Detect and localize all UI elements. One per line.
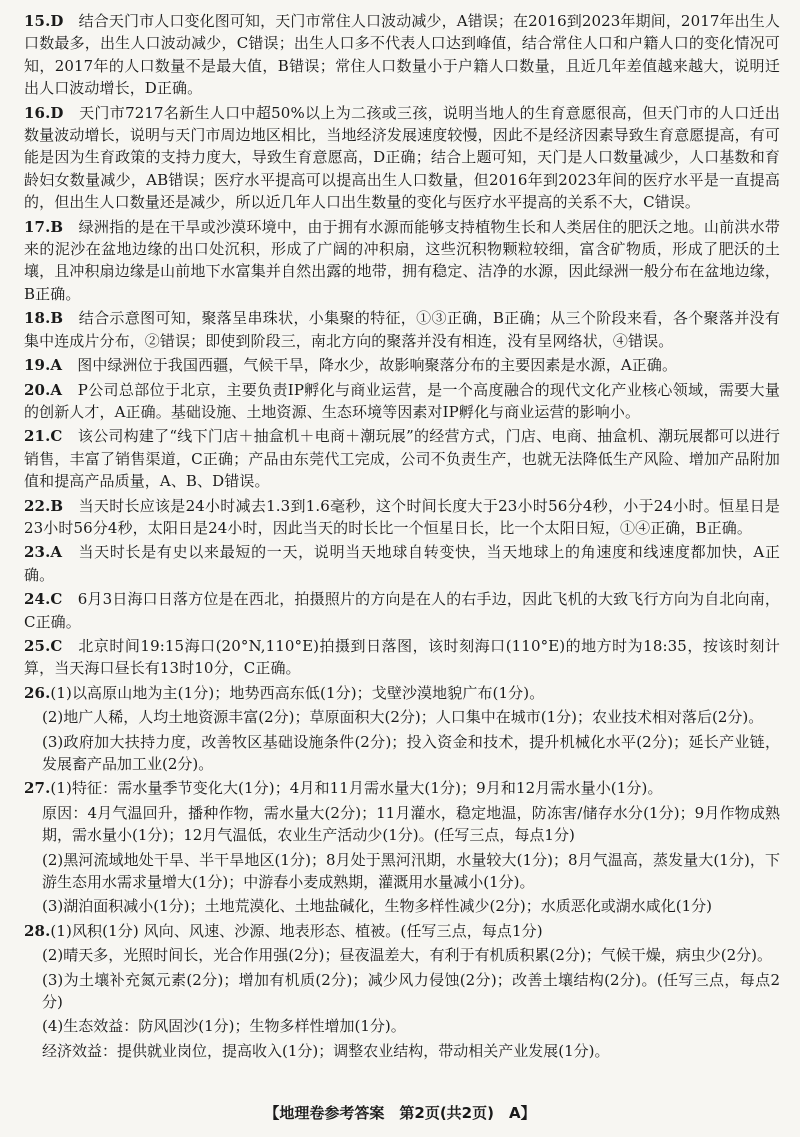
answer-number: 18.B: [24, 309, 64, 328]
answer-number: 24.C: [24, 590, 63, 609]
answer-number: 21.C: [24, 427, 63, 446]
answer-text: 当天时长应该是24小时减去1.3到1.6毫秒，这个时间长度大于23小时56分4秒，小于24小时。恒星日是23小时56分4秒，太阳日是24小时，因此当天的时长比一个恒星日长，比一个太阳日短，①④正确，B正确。: [24, 496, 780, 537]
answer-number: 25.C: [24, 636, 63, 655]
q26-part-1: [24, 682, 780, 704]
question-number: 28.: [24, 921, 51, 940]
answer-number: 20.A: [24, 380, 63, 399]
q27-part-1: [24, 777, 780, 799]
q28-part-3: (3)为土壤补充氮元素(2分)；增加有机质(2分)；减少风力侵蚀(2分)；改善土壤结构(2分)。(任写三点，每点2分): [42, 970, 780, 1012]
q27-part-2: (2)黑河流域地处干旱、半干旱地区(1分)；8月处于黑河汛期，水量较大(1分)；8月气温高，蒸发量大(1分)，下游生态用水需求量增大(1分)；中游春小麦成熟期，灌溉用水量减小(1分)。: [42, 850, 780, 892]
answer-15: [24, 10, 780, 100]
answer-21: [24, 425, 780, 492]
answer-24: [24, 588, 780, 633]
answer-25: [24, 635, 780, 680]
answer-text: 当天时长是有史以来最短的一天，说明当天地球自转变快，当天地球上的角速度和线速度都加快，A正确。: [24, 543, 780, 584]
q26-part-2: (2)地广人稀，人均土地资源丰富(2分)；草原面积大(2分)；人口集中在城市(1分)；农业技术相对落后(2分)。: [42, 708, 764, 727]
q27-part-1-reason: 原因：4月气温回升，播种作物，需水量大(2分)；11月灌水，稳定地温，防冻害/储存水分(1分)；9月作物成熟期，需水量小(1分)；12月气温低，农业生产活动少(1分)。(任写三点，每点1分): [42, 803, 780, 845]
q28-part-4: (4)生态效益：防风固沙(1分)；生物多样性增加(1分)。: [42, 1017, 406, 1036]
answer-22: [24, 495, 780, 540]
q28-part-4-economic: 经济效益：提供就业岗位，提高收入(1分)；调整农业结构，带动相关产业发展(1分)。: [42, 1041, 610, 1060]
answer-text: 北京时间19:15海口(20°N,110°E)拍摄到日落图，该时刻海口(110°E)的地方时为18:35，按该时刻计算，当天海口昼长有13时10分，C正确。: [24, 636, 780, 678]
answer-text: (1)以高原山地为主(1分)；地势西高东低(1分)；戈壁沙漠地貌广布(1分)。: [50, 683, 545, 702]
question-27: [24, 777, 780, 917]
q26-part-3: (3)政府加大扶持力度，改善牧区基础设施条件(2分)；投入资金和技术，提升机械化水平(2分)；延长产业链，发展畜产品加工业(2分)。: [42, 732, 780, 773]
answer-text: (1)特征：需水量季节变化大(1分)；4月和11月需水量大(1分)；9月和12月需水量小(1分)。: [50, 779, 663, 798]
answer-text: 绿洲指的是在干旱或沙漠环境中，由于拥有水源而能够支持植物生长和人类居住的肥沃之地。山前洪水带来的泥沙在盆地边缘的出口处沉积，形成了广阔的冲积扇，这些沉积物颗粒较细，富含矿物质，形成了肥沃的土壤，且冲积扇边缘是山前地下水富集并自然出露的地带，拥有稳定、洁净的水源，因此绿洲一般分布在盆地边缘，B正确。: [24, 217, 780, 303]
q28-part-2: (2)晴天多，光照时间长，光合作用强(2分)；昼夜温差大，有利于有机质积累(2分)；气候干燥，病虫少(2分)。: [42, 946, 772, 965]
answer-18: [24, 307, 780, 352]
answer-number: 15.D: [24, 12, 64, 30]
q28-part-1: [24, 920, 780, 942]
answer-text: 图中绿洲位于我国西疆，气候干旱，降水少，故影响聚落分布的主要因素是水源，A正确。: [77, 356, 678, 375]
answer-number: 17.B: [24, 217, 64, 236]
question-26: [24, 682, 780, 776]
answer-number: 19.A: [24, 356, 63, 375]
answer-text: (1)风积(1分) 风向、风速、沙源、地表形态、植被。(任写三点，每点1分): [50, 921, 543, 940]
q27-part-3: (3)湖泊面积减小(1分)；土地荒漠化、土地盐碱化，生物多样性减少(2分)；水质恶化或湖水咸化(1分): [42, 897, 712, 916]
answer-text: 结合天门市人口变化图可知，天门市常住人口波动减少，A错误；在2016到2023年期间，2017年出生人口数最多，出生人口波动减少，C错误；出生人口多不代表人口达到峰值，结合常住人口和户籍人口的变化情况可知，2017年的人口数量不是最大值，B错误；常住人口数量小于户籍人口数量，且近几年差值越来越大，说明迁出人口波动增长，D正确。: [24, 12, 780, 98]
answer-19: [24, 354, 780, 376]
answer-17: [24, 216, 780, 306]
page-footer: 【地理卷参考答案 第2页(共2页) A】: [264, 1104, 536, 1122]
answer-16: [24, 102, 780, 214]
choice-answers: [24, 10, 780, 680]
answer-number: 23.A: [24, 543, 63, 562]
answer-text: 天门市7217名新生人口中超50%以上为二孩或三孩，说明当地人的生育意愿很高，但天门市的人口迁出数量波动增长，说明与天门市周边地区相比，当地经济发展速度较慢，因此不是经济因素导致生育意愿提高，有可能是因为生育政策的支持力度大，导致生育意愿高，D正确；结合上题可知，天门是人口数量减少，人口基数和育龄妇女数量减少，AB错误；医疗水平提高可以提高出生人口数量，但2016年到2023年间的医疗水平是一直提高的，但出生人口数量还是减少，所以近几年人口出生数量的变化与医疗水平提高的关系不大，C错误。: [24, 103, 780, 212]
answer-20: [24, 379, 780, 424]
answer-number: 16.D: [24, 103, 64, 122]
question-28: [24, 920, 780, 1062]
question-number: 26.: [24, 683, 51, 702]
answer-23: [24, 541, 780, 586]
answer-number: 22.B: [24, 496, 64, 515]
answer-text: 该公司构建了“线下门店＋抽盒机＋电商＋潮玩展”的经营方式，门店、电商、抽盒机、潮玩展都可以进行销售，丰富了销售渠道，C正确；产品由东莞代工完成，公司不负责生产，也就无法降低生产风险、增加产品附加值和提高产品质量，A、B、D错误。: [24, 427, 780, 491]
answer-text: 结合示意图可知，聚落呈串珠状，小集聚的特征，①③正确，B正确；从三个阶段来看，各个聚落并没有集中连成片分布，②错误；即使到阶段三，南北方向的聚落并没有相连，没有呈网络状，④错误。: [24, 309, 780, 350]
question-number: 27.: [24, 779, 51, 798]
answer-text: P公司总部位于北京，主要负责IP孵化与商业运营，是一个高度融合的现代文化产业核心领域，需要大量的创新人才，A正确。基础设施、土地资源、生态环境等因素对IP孵化与商业运营的影响小。: [24, 380, 780, 421]
answer-text: 6月3日海口日落方位是在西北，拍摄照片的方向是在人的右手边，因此飞机的大致飞行方向为自北向南，C正确。: [24, 590, 780, 631]
